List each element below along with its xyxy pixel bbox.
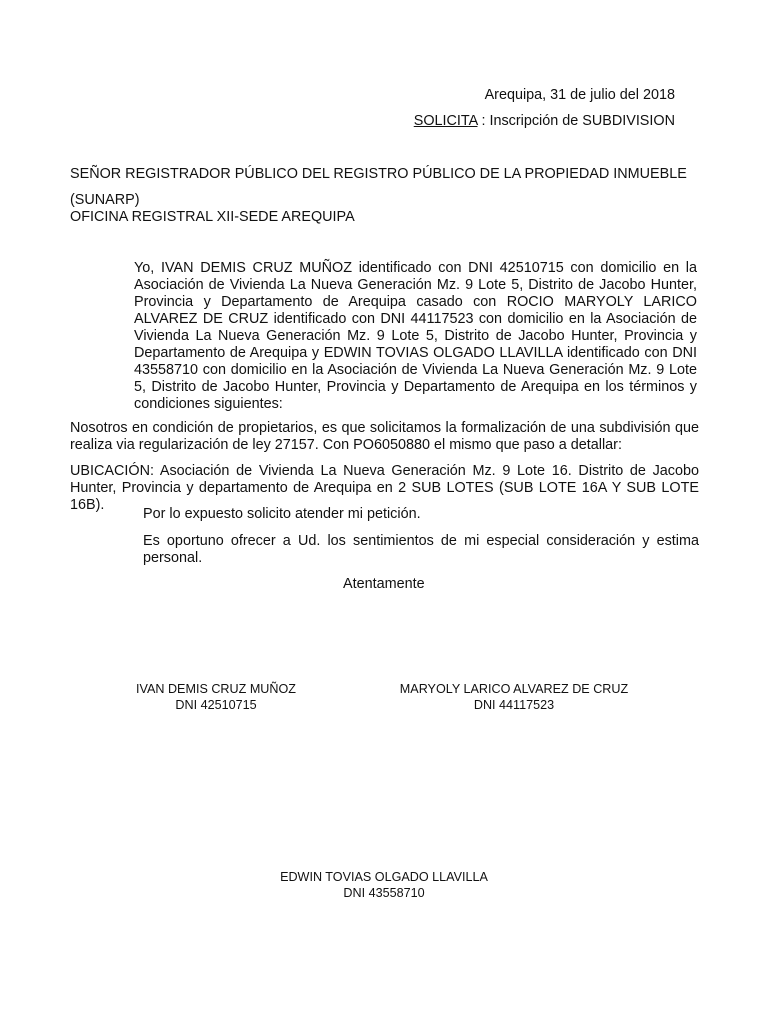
signatory-name: MARYOLY LARICO ALVAREZ DE CRUZ <box>399 682 629 696</box>
subject-value: : Inscripción de SUBDIVISION <box>477 113 675 129</box>
closing-salutation: Atentamente <box>343 576 425 592</box>
signatory-dni: DNI 44117523 <box>473 698 555 712</box>
addressee-line-1: SEÑOR REGISTRADOR PÚBLICO DEL REGISTRO PÚBLICO DE LA PROPIEDAD INMUEBLE <box>70 166 687 182</box>
subject-line <box>414 113 675 130</box>
signature-block <box>121 681 311 713</box>
regards-paragraph: Es oportuno ofrecer a Ud. los sentimientos de mi especial consideración y estima personal. <box>143 533 699 566</box>
intro-paragraph: Yo, IVAN DEMIS CRUZ MUÑOZ identificado con DNI 42510715 con domicilio en la Asociación de Vivienda La Nueva Generación Mz. 9 Lote 5, Distrito de Jacobo Hunter, Provincia y Departamento de Arequipa casado con ROCIO MARYOLY LARICO ALVAREZ DE CRUZ identificado con DNI 44117523 con domicilio en la Asociación de Vivienda La Nueva Generación Mz. 9 Lote 5, Distrito de Jacobo Hunter, Provincia y Departamento de Arequipa y EDWIN TOVIAS OLGADO LLAVILLA identificado con DNI 43558710 con domicilio en la Asociación de Vivienda La Nueva Generación Mz. 9 Lote 5, Distrito de Jacobo Hunter, Provincia y Departamento de Arequipa en los términos y condiciones siguientes: <box>134 260 697 412</box>
addressee-line-3: OFICINA REGISTRAL XII-SEDE AREQUIPA <box>70 209 355 225</box>
signatory-name: EDWIN TOVIAS OLGADO LLAVILLA <box>280 870 488 884</box>
signatory-dni: DNI 43558710 <box>343 886 425 900</box>
subject-label: SOLICITA <box>413 113 478 129</box>
signatory-dni: DNI 42510715 <box>175 698 257 712</box>
signature-block <box>264 869 504 901</box>
signature-block <box>384 681 644 713</box>
document-date: Arequipa, 31 de julio del 2018 <box>484 87 675 103</box>
signatory-name: IVAN DEMIS CRUZ MUÑOZ <box>136 682 296 696</box>
petition-paragraph: Por lo expuesto solicito atender mi petición. <box>143 506 421 522</box>
addressee-line-2: (SUNARP) <box>70 192 140 208</box>
request-paragraph: Nosotros en condición de propietarios, es que solicitamos la formalización de una subdivisión que realiza via regularización de ley 27157. Con PO6050880 el mismo que paso a detallar: <box>70 420 699 453</box>
location-paragraph: UBICACIÓN: Asociación de Vivienda La Nueva Generación Mz. 9 Lote 16. Distrito de Jacobo Hunter, Provincia y departamento de Arequipa en 2 SUB LOTES (SUB LOTE 16A Y SUB LOTE 16B). <box>70 463 699 513</box>
